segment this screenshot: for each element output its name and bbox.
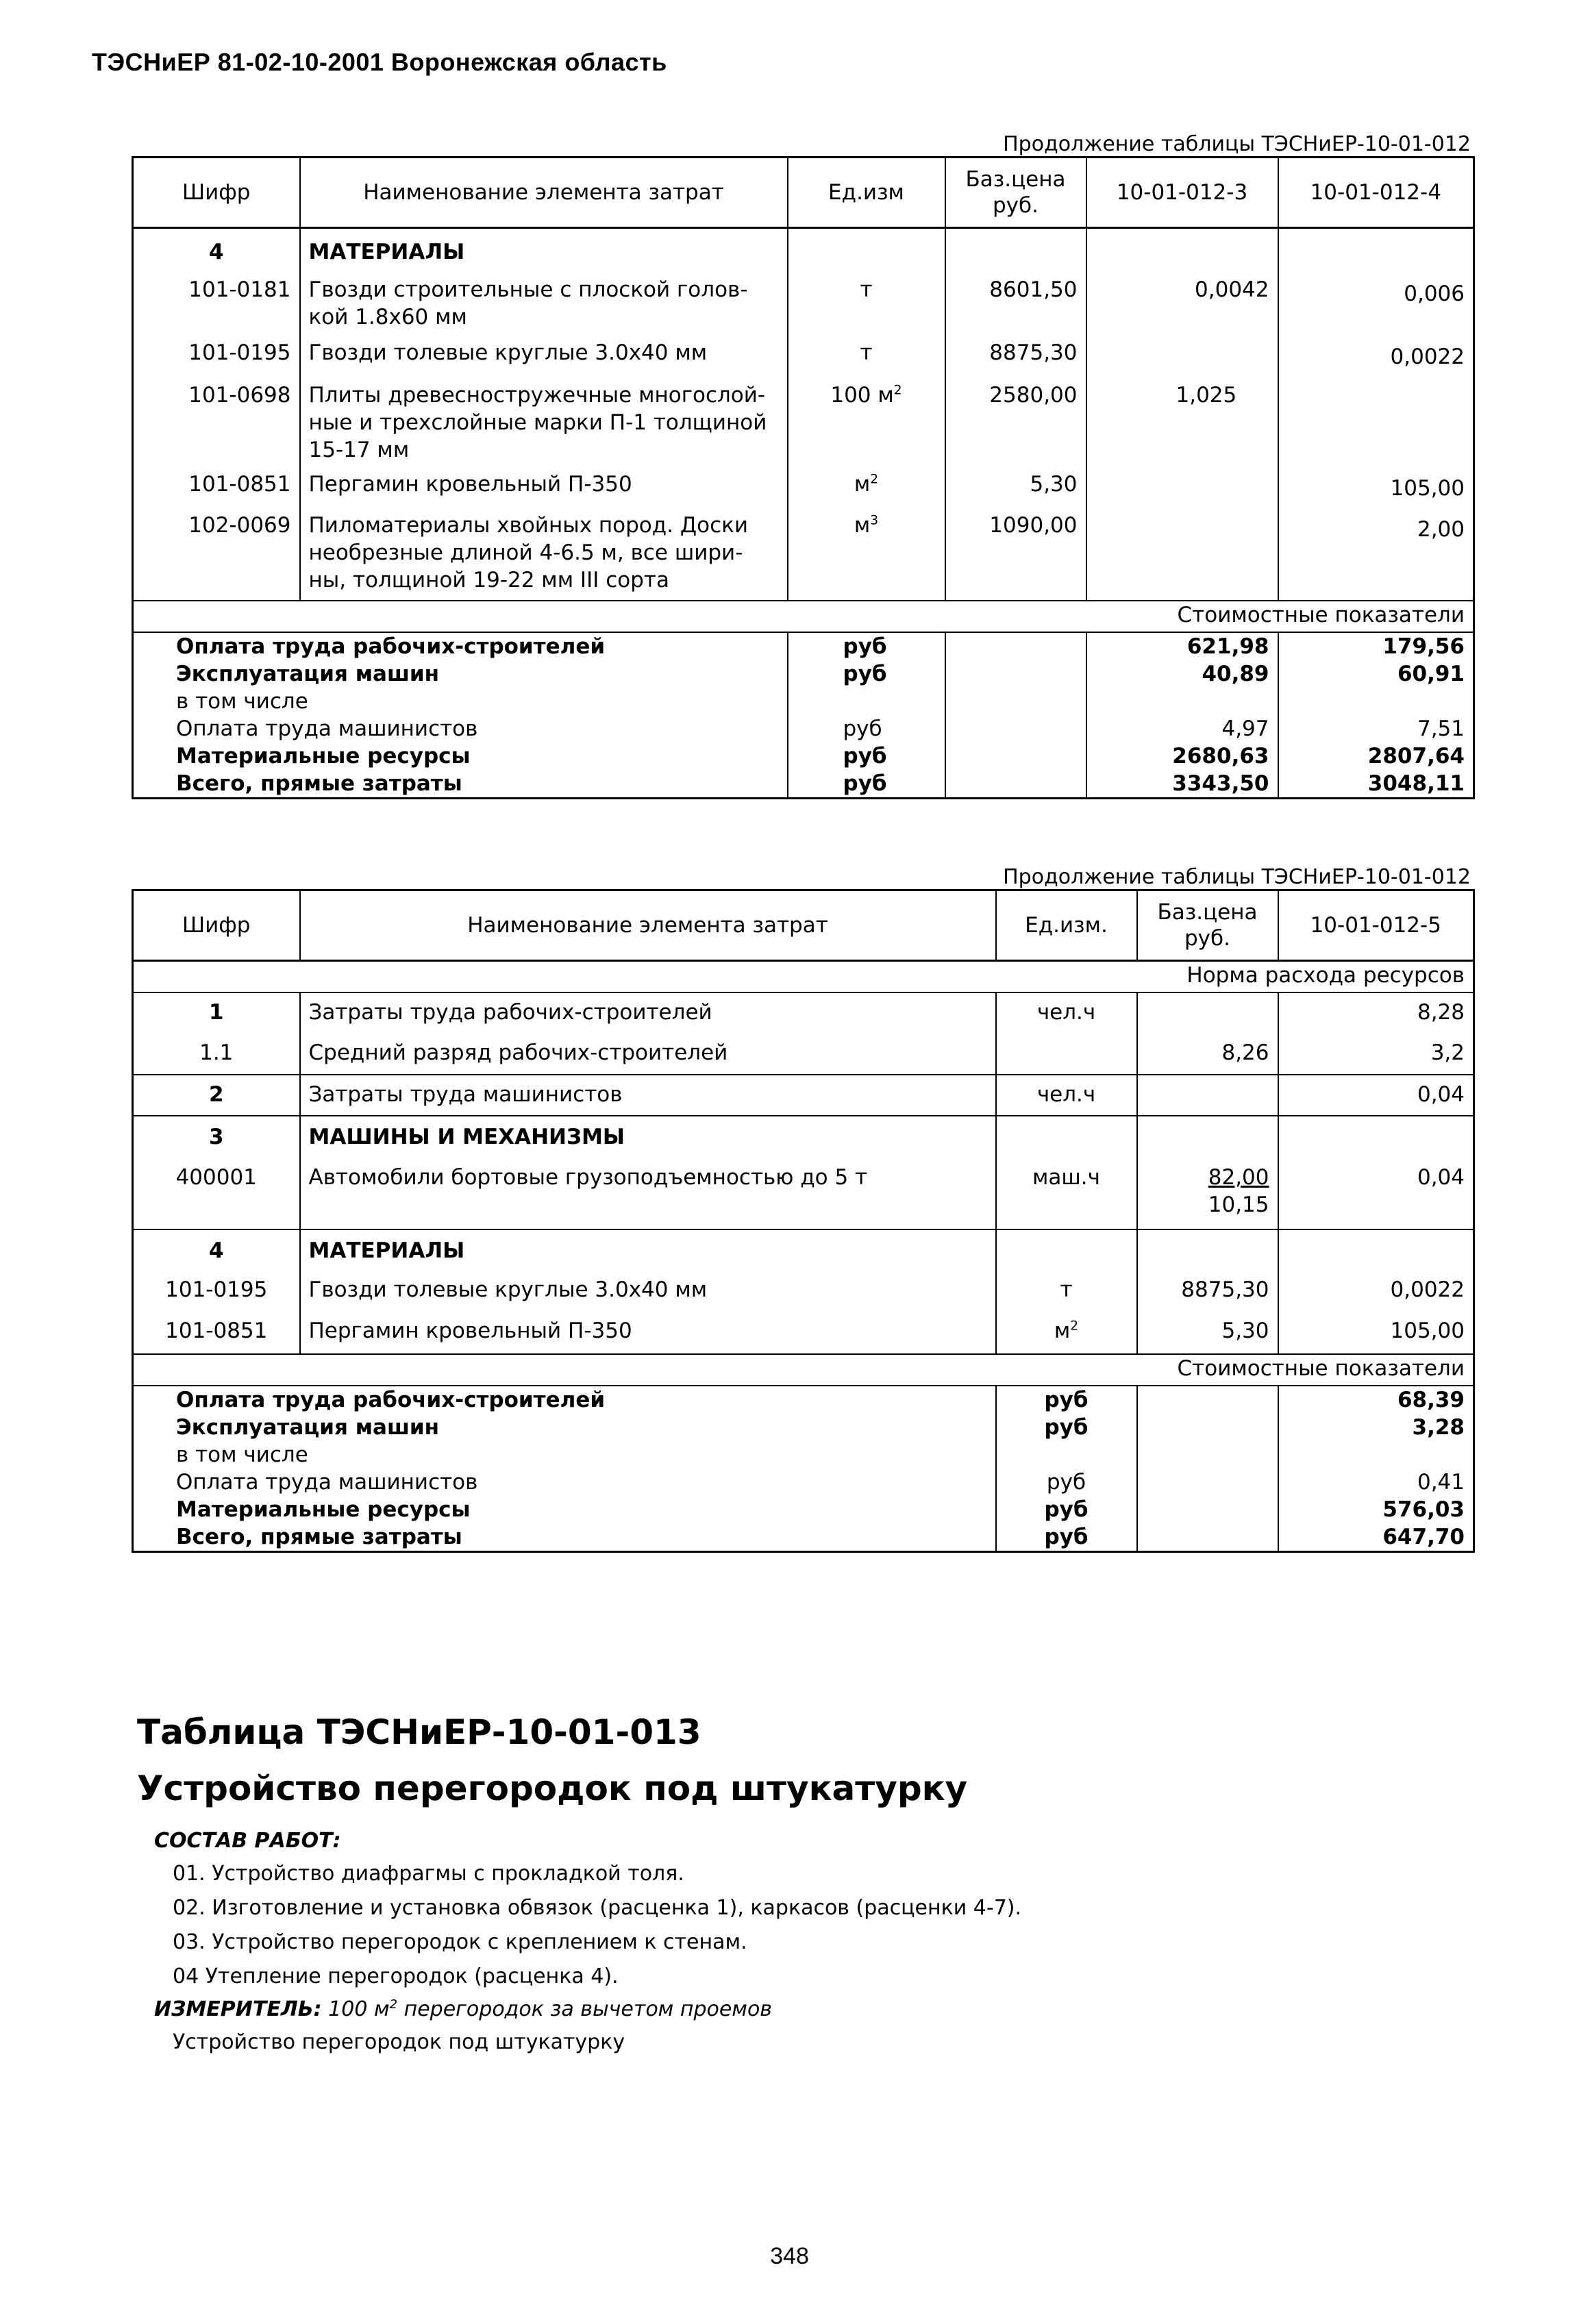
summary-value-a: 576,03 bbox=[1278, 1496, 1474, 1523]
col-code-header: Шифр bbox=[133, 158, 300, 228]
table1-continuation: Продолжение таблицы ТЭСНиЕР-10-01-012 bbox=[1003, 132, 1471, 156]
col-a-header: 10-01-012-3 bbox=[1086, 158, 1278, 228]
price-cell: 8875,30 bbox=[1137, 1272, 1278, 1313]
summary-value-a: 4,97 bbox=[1086, 715, 1278, 742]
summary-row bbox=[133, 660, 1474, 688]
code-cell: 101-0195 bbox=[133, 339, 300, 382]
value-b-cell: 105,00 bbox=[1278, 471, 1474, 512]
summary-label: в том числе bbox=[133, 688, 788, 715]
measure-note: Устройство перегородок под штукатурку bbox=[173, 2030, 625, 2054]
table-row bbox=[133, 382, 1474, 471]
col-unit-header: Ед.изм. bbox=[996, 890, 1137, 961]
table-row bbox=[133, 1158, 1474, 1229]
summary-unit: руб bbox=[788, 715, 945, 742]
code-cell: 2 bbox=[133, 1075, 300, 1116]
summary-row bbox=[133, 1469, 1474, 1496]
table1 bbox=[132, 156, 1475, 799]
summary-row bbox=[133, 770, 1474, 799]
value-a-cell: 8,28 bbox=[1278, 992, 1474, 1034]
summary-value-a: 40,89 bbox=[1086, 660, 1278, 688]
section-number: 4 bbox=[133, 1229, 300, 1272]
document-header: ТЭСНиЕР 81-02-10-2001 Воронежская область bbox=[92, 48, 667, 76]
page-number: 348 bbox=[770, 2243, 809, 2269]
value-a-cell: 0,04 bbox=[1278, 1158, 1474, 1229]
table2-continuation: Продолжение таблицы ТЭСНиЕР-10-01-012 bbox=[1003, 865, 1471, 889]
summary-label: Материальные ресурсы bbox=[133, 1496, 996, 1523]
summary-row bbox=[133, 688, 1474, 715]
cost-band-label: Стоимостные показатели bbox=[133, 601, 1474, 632]
col-name-header: Наименование элемента затрат bbox=[300, 158, 788, 228]
value-a-cell: 105,00 bbox=[1278, 1313, 1474, 1354]
name-cell: Затраты труда машинистов bbox=[300, 1075, 996, 1116]
price-cell: 2580,00 bbox=[945, 382, 1086, 471]
section-title: МАШИНЫ И МЕХАНИЗМЫ bbox=[300, 1116, 996, 1158]
price-cell: 8601,50 bbox=[945, 276, 1086, 339]
summary-label: Материальные ресурсы bbox=[133, 742, 788, 770]
work-item: 01. Устройство диафрагмы с прокладкой толя. bbox=[173, 1862, 684, 1886]
works-label: СОСТАВ РАБОТ: bbox=[154, 1829, 341, 1853]
value-b-cell: 0,006 bbox=[1278, 276, 1474, 339]
name-cell: Пиломатериалы хвойных пород. Доски необрезные длиной 4-6.5 м, все шири-ны, толщиной 19-22 мм III сорта bbox=[300, 512, 788, 601]
code-cell: 101-0851 bbox=[133, 1313, 300, 1354]
col-b-header: 10-01-012-4 bbox=[1278, 158, 1474, 228]
norm-band-row bbox=[133, 961, 1474, 993]
summary-unit: руб bbox=[996, 1469, 1137, 1496]
summary-value-a: 3343,50 bbox=[1086, 770, 1278, 799]
table-row bbox=[133, 228, 1474, 276]
name-cell: Гвозди строительные с плоской голов-кой 1.8x60 мм bbox=[300, 276, 788, 339]
col-a-header: 10-01-012-5 bbox=[1278, 890, 1474, 961]
unit-cell: т bbox=[788, 276, 945, 339]
cost-band-row bbox=[133, 601, 1474, 632]
table-row bbox=[133, 276, 1474, 339]
measure-label: ИЗМЕРИТЕЛЬ: bbox=[154, 1997, 322, 2021]
summary-label: Всего, прямые затраты bbox=[133, 1523, 996, 1552]
value-a-cell: 0,0022 bbox=[1278, 1272, 1474, 1313]
summary-row bbox=[133, 1441, 1474, 1469]
summary-unit: руб bbox=[788, 660, 945, 688]
summary-value-b: 2807,64 bbox=[1278, 742, 1474, 770]
summary-unit: руб bbox=[788, 770, 945, 799]
summary-row bbox=[133, 1523, 1474, 1552]
price-cell bbox=[1137, 1158, 1278, 1229]
table-row bbox=[133, 1272, 1474, 1313]
summary-label: Оплата труда рабочих-строителей bbox=[133, 632, 788, 660]
table-row bbox=[133, 512, 1474, 601]
name-cell: Средний разряд рабочих-строителей bbox=[300, 1034, 996, 1075]
value-b-cell bbox=[1278, 382, 1474, 471]
work-item: 04 Утепление перегородок (расценка 4). bbox=[173, 1964, 619, 1988]
summary-row bbox=[133, 1386, 1474, 1414]
summary-label: Всего, прямые затраты bbox=[133, 770, 788, 799]
value-a-cell: 0,04 bbox=[1278, 1075, 1474, 1116]
measure-value: 100 $м^2$ перегородок за вычетом проемов bbox=[328, 1997, 772, 2021]
price-numerator: 82,00 bbox=[1208, 1165, 1269, 1190]
col-code-header: Шифр bbox=[133, 890, 300, 961]
summary-row bbox=[133, 1496, 1474, 1523]
table2 bbox=[132, 889, 1475, 1553]
value-a-cell bbox=[1086, 471, 1278, 512]
summary-row bbox=[133, 1414, 1474, 1441]
name-cell: Пергамин кровельный П-350 bbox=[300, 1313, 996, 1354]
table-row bbox=[133, 992, 1474, 1034]
value-a-cell: 0,0042 bbox=[1086, 276, 1278, 339]
table-row bbox=[133, 1075, 1474, 1116]
price-cell: 8,26 bbox=[1137, 1034, 1278, 1075]
measure-line bbox=[154, 1997, 772, 2021]
price-cell: 1090,00 bbox=[945, 512, 1086, 601]
code-cell: 101-0181 bbox=[133, 276, 300, 339]
summary-unit: руб bbox=[996, 1414, 1137, 1441]
summary-value-a: 0,41 bbox=[1278, 1469, 1474, 1496]
name-cell: Автомобили бортовые грузоподъемностью до 5 т bbox=[300, 1158, 996, 1229]
code-cell: 101-0851 bbox=[133, 471, 300, 512]
value-a-cell: 3,2 bbox=[1278, 1034, 1474, 1075]
value-b-cell: 2,00 bbox=[1278, 512, 1474, 601]
code-cell: 1 bbox=[133, 992, 300, 1034]
table-row bbox=[133, 471, 1474, 512]
summary-unit: руб bbox=[788, 742, 945, 770]
summary-value-a: 621,98 bbox=[1086, 632, 1278, 660]
summary-label: Оплата труда машинистов bbox=[133, 1469, 996, 1496]
table1-header-row bbox=[133, 158, 1474, 228]
code-cell: 101-0195 bbox=[133, 1272, 300, 1313]
unit-cell: чел.ч bbox=[996, 992, 1137, 1034]
price-denominator: 10,15 bbox=[1208, 1192, 1269, 1217]
summary-row bbox=[133, 742, 1474, 770]
section-title: МАТЕРИАЛЫ bbox=[300, 228, 788, 276]
table2-header-row bbox=[133, 890, 1474, 961]
section-title: МАТЕРИАЛЫ bbox=[300, 1229, 996, 1272]
col-price-header: Баз.цена руб. bbox=[1137, 890, 1278, 961]
summary-value-a: 3,28 bbox=[1278, 1414, 1474, 1441]
summary-unit: руб bbox=[996, 1386, 1137, 1414]
summary-label: Оплата труда рабочих-строителей bbox=[133, 1386, 996, 1414]
table-row bbox=[133, 1116, 1474, 1158]
section-number: 3 bbox=[133, 1116, 300, 1158]
summary-value-b: 60,91 bbox=[1278, 660, 1474, 688]
code-cell: 400001 bbox=[133, 1158, 300, 1229]
value-a-cell bbox=[1086, 512, 1278, 601]
summary-value-a: 68,39 bbox=[1278, 1386, 1474, 1414]
work-item: 03. Устройство перегородок с креплением к стенам. bbox=[173, 1930, 747, 1954]
summary-unit: руб bbox=[996, 1523, 1137, 1552]
summary-value-b: 3048,11 bbox=[1278, 770, 1474, 799]
summary-row bbox=[133, 715, 1474, 742]
unit-cell: т bbox=[788, 339, 945, 382]
summary-label: в том числе bbox=[133, 1441, 996, 1469]
code-cell: 1.1 bbox=[133, 1034, 300, 1075]
unit-cell: маш.ч bbox=[996, 1158, 1137, 1229]
table-row bbox=[133, 339, 1474, 382]
section-number: 4 bbox=[133, 228, 300, 276]
unit-cell: 100 $м^2$ bbox=[788, 382, 945, 471]
col-price-header: Баз.цена руб. bbox=[945, 158, 1086, 228]
price-cell: 5,30 bbox=[945, 471, 1086, 512]
name-cell: Гвозди толевые круглые 3.0x40 мм bbox=[300, 1272, 996, 1313]
summary-unit: руб bbox=[996, 1496, 1137, 1523]
summary-value-a: 2680,63 bbox=[1086, 742, 1278, 770]
code-cell: 102-0069 bbox=[133, 512, 300, 601]
summary-value-b: 179,56 bbox=[1278, 632, 1474, 660]
table-title: Таблица ТЭСНиЕР-10-01-013 bbox=[137, 1712, 701, 1752]
value-a-cell: 1,025 bbox=[1086, 382, 1278, 471]
cost-band-label: Стоимостные показатели bbox=[133, 1354, 1474, 1386]
price-cell: 5,30 bbox=[1137, 1313, 1278, 1354]
unit-cell: чел.ч bbox=[996, 1075, 1137, 1116]
value-a-cell bbox=[1086, 339, 1278, 382]
name-cell: Затраты труда рабочих-строителей bbox=[300, 992, 996, 1034]
name-cell: Гвозди толевые круглые 3.0x40 мм bbox=[300, 339, 788, 382]
table-subtitle: Устройство перегородок под штукатурку bbox=[137, 1769, 968, 1808]
cost-band-row bbox=[133, 1354, 1474, 1386]
summary-label: Оплата труда машинистов bbox=[133, 715, 788, 742]
norm-band-label: Норма расхода ресурсов bbox=[133, 961, 1474, 993]
table-row bbox=[133, 1313, 1474, 1354]
summary-row bbox=[133, 632, 1474, 660]
summary-value-b: 7,51 bbox=[1278, 715, 1474, 742]
unit-cell: $м^2$ bbox=[788, 471, 945, 512]
name-cell: Пергамин кровельный П-350 bbox=[300, 471, 788, 512]
table-row bbox=[133, 1034, 1474, 1075]
unit-cell: т bbox=[996, 1272, 1137, 1313]
summary-label: Эксплуатация машин bbox=[133, 660, 788, 688]
code-cell: 101-0698 bbox=[133, 382, 300, 471]
summary-unit: руб bbox=[788, 632, 945, 660]
value-b-cell: 0,0022 bbox=[1278, 339, 1474, 382]
col-unit-header: Ед.изм bbox=[788, 158, 945, 228]
unit-cell: $м^3$ bbox=[788, 512, 945, 601]
summary-label: Эксплуатация машин bbox=[133, 1414, 996, 1441]
name-cell: Плиты древесностружечные многослой-ные и трехслойные марки П-1 толщиной 15-17 мм bbox=[300, 382, 788, 471]
summary-value-a: 647,70 bbox=[1278, 1523, 1474, 1552]
work-item: 02. Изготовление и установка обвязок (расценка 1), каркасов (расценки 4-7). bbox=[173, 1896, 1022, 1920]
unit-cell: $м^2$ bbox=[996, 1313, 1137, 1354]
col-name-header: Наименование элемента затрат bbox=[300, 890, 996, 961]
price-cell: 8875,30 bbox=[945, 339, 1086, 382]
table-row bbox=[133, 1229, 1474, 1272]
